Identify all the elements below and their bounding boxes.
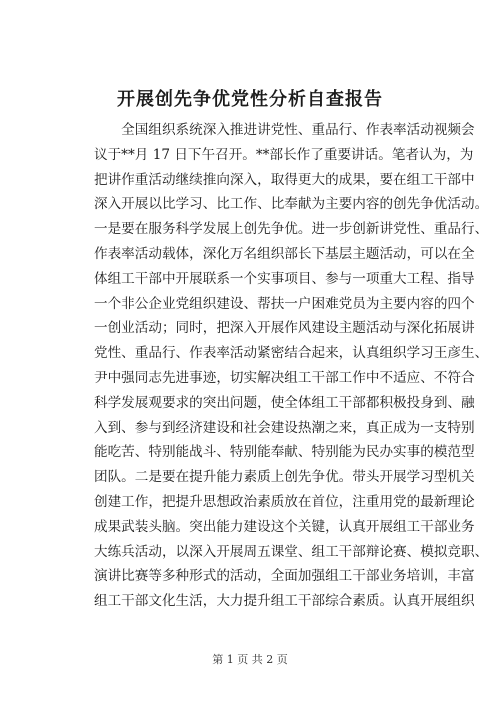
body-line: 全国组织系统深入推进讲党性、重品行、作表率活动视频会 bbox=[94, 122, 475, 138]
body-line: 演讲比赛等多种形式的活动，全面加强组工干部业务培训，丰富 bbox=[94, 568, 475, 585]
body-line: 尹中强同志先进事迹，切实解决组工干部工作中不适应、不符合 bbox=[94, 369, 475, 386]
body-line: 科学发展观要求的突出问题，使全体组工干部都积极投身到、融 bbox=[94, 394, 475, 411]
body-line: 议于**月 17 日下午召开。**部长作了重要讲话。笔者认为，为 bbox=[94, 146, 474, 163]
body-line: 创建工作，把提升思想政治素质放在首位，注重用党的最新理论 bbox=[94, 493, 475, 510]
document-title: 开展创先争优党性分析自查报告 bbox=[117, 89, 383, 110]
body-line: 把讲作重活动继续推向深入，取得更大的成果，要在组工干部中 bbox=[94, 171, 475, 188]
body-line: 成果武装头脑。突出能力建设这个关键，认真开展组工干部业务 bbox=[94, 518, 475, 535]
body-line: 深入开展以比学习、比工作、比奉献为主要内容的创先争优活动。 bbox=[94, 196, 489, 213]
body-line: 组工干部文化生活，大力提升组工干部综合素质。认真开展组织 bbox=[94, 593, 475, 610]
body-line: 一是要在服务科学发展上创先争优。进一步创新讲党性、重品行、 bbox=[94, 221, 489, 238]
body-line: 能吃苦、特别能战斗、特别能奉献、特别能为民办实事的模范型 bbox=[94, 444, 475, 461]
body-line: 作表率活动载体，深化万名组织部长下基层主题活动，可以在全 bbox=[94, 245, 475, 262]
body-line: 体组工干部中开展联系一个实事项目、参与一项重大工程、指导 bbox=[94, 270, 475, 287]
body-line: 入到、参与到经济建设和社会建设热潮之来，真正成为一支特别 bbox=[94, 419, 475, 436]
body-line: 党性、重品行、作表率活动紧密结合起来，认真组织学习王彦生、 bbox=[94, 345, 489, 362]
body-line: 一创业活动；同时，把深入开展作风建设主题活动与深化拓展讲 bbox=[94, 320, 475, 337]
body-line: 团队。二是要在提升能力素质上创先争优。带头开展学习型机关 bbox=[94, 469, 475, 486]
page-number: 第 1 页 共 2 页 bbox=[212, 653, 288, 666]
body-line: 大练兵活动，以深入开展周五课堂、组工干部辩论赛、模拟竞职、 bbox=[94, 543, 489, 560]
body-line: 一个非公企业党组织建设、帮扶一户困难党员为主要内容的四个 bbox=[94, 295, 475, 312]
document-body bbox=[94, 118, 489, 614]
